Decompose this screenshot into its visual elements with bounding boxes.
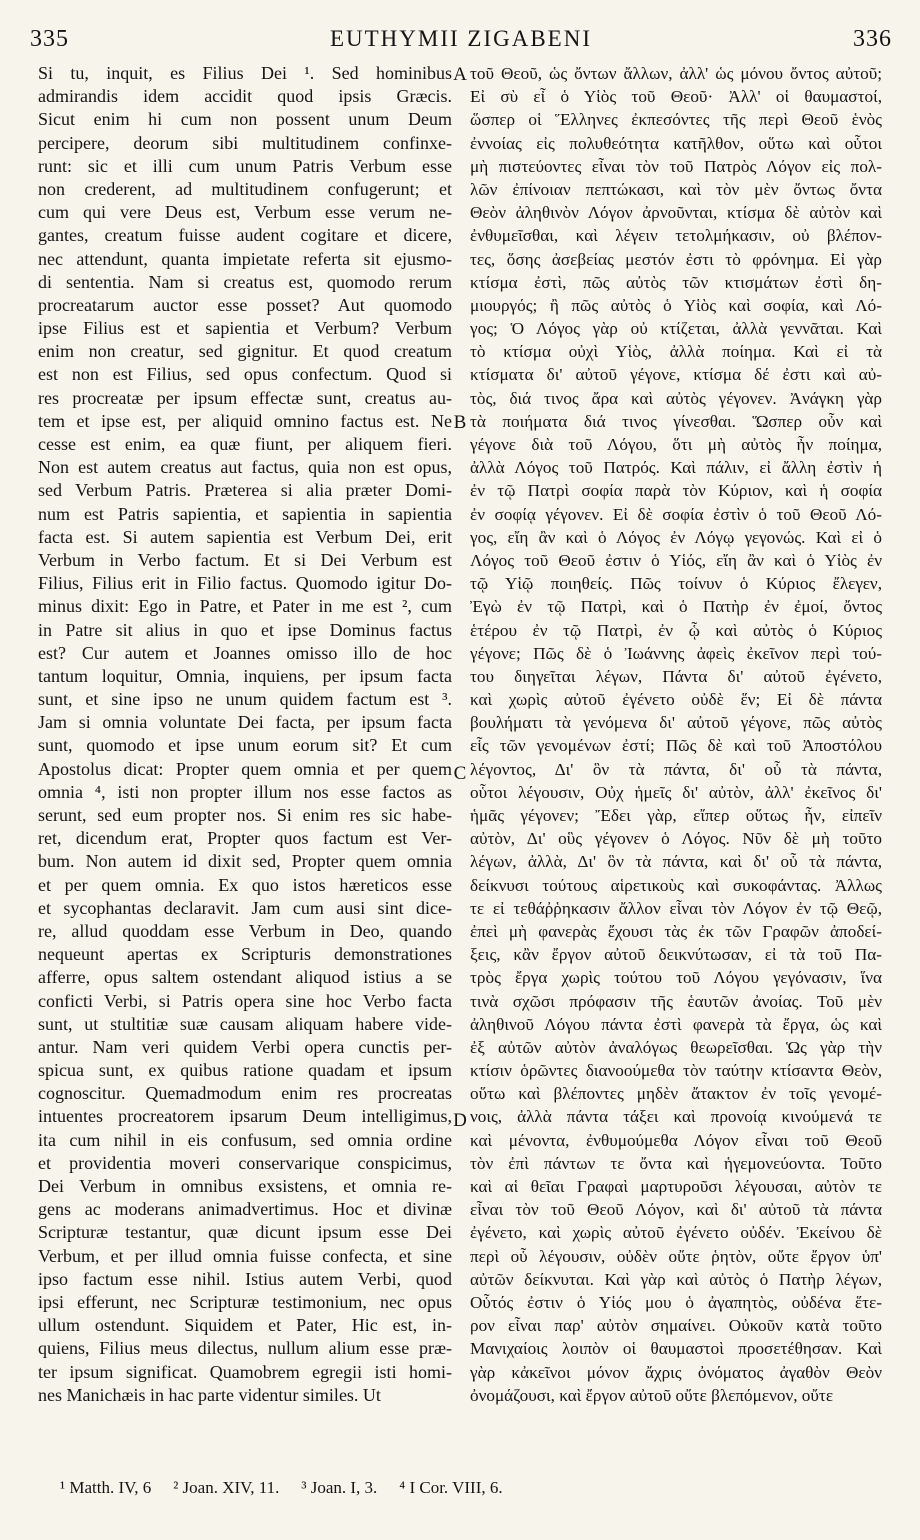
latin-text-line: sed Verbum Patris. Præterea si alia præter Domi- xyxy=(38,480,452,501)
greek-column xyxy=(470,62,882,1407)
greek-text-line: ἐν σοφίᾳ γέγονεν. Εἰ δὲ σοφία ἐστὶν ὁ τοῦ Θεοῦ Λό- xyxy=(470,504,882,524)
latin-text-line: ita cum nihil in eis confusum, sed omnia ordine xyxy=(38,1129,452,1150)
latin-text-line: et sycophantas declaravit. Jam cum ausi sint dice- xyxy=(38,897,452,918)
latin-text-line: spicua sunt, ex quibus ratione quadam et ipsum xyxy=(38,1060,452,1081)
greek-text-line: ἐπεὶ μὴ φανερὰς ἔχουσι τὰς ἐκ τῶν Γραφῶν ἀποδεί- xyxy=(470,921,882,941)
latin-text-line: non crederent, ad multitudinem confugerunt; et xyxy=(38,178,452,199)
greek-text-line: Μανιχαίοις λοιπὸν οἱ θαυμαστοὶ προσετέθησαν. Καὶ xyxy=(470,1339,882,1359)
greek-text-line: αὐτῶν δείκνυται. Καὶ γὰρ καὶ αὐτὸς ὁ Πατὴρ λέγων, xyxy=(470,1269,882,1289)
greek-text-line: ξεις, κἂν ἔργον αὐτοῦ δεικνύτωσαν, εἰ τὰ τοῦ Πα- xyxy=(470,945,882,965)
greek-text-line: τῷ Υἱῷ ποιηθείς. Πῶς τοίνυν ὁ Κύριος ἔλεγεν, xyxy=(470,574,882,594)
latin-text-line: Verbum in Verbo factum. Et si Dei Verbum est xyxy=(38,549,452,570)
latin-text-line: quiens, Filius meus dilectus, nullum alium esse præ- xyxy=(38,1338,452,1359)
page-number-right: 336 xyxy=(852,25,892,52)
greek-text-line: καὶ αἱ θεῖαι Γραφαὶ μαρτυροῦσι λέγουσαι, αὐτὸν τε xyxy=(470,1177,882,1196)
latin-text-line: est non est Filius, sed opus confectum. Quod si xyxy=(38,364,452,385)
greek-text-line: κτίσματα δι' αὐτοῦ γέγονε, κτίσμα δέ ἐστι καὶ αὐ- xyxy=(470,365,882,385)
latin-text-line: enim non creatur, sed gignitur. Et quod creatum xyxy=(38,341,452,362)
greek-text-line: ὥσπερ οἱ Ἕλληνες ἐκπεσόντες τῆς περὶ Θεοῦ ἑνὸς xyxy=(470,110,882,130)
latin-text-line: gens ac moderans animadvertimus. Hoc et divinæ xyxy=(38,1199,452,1220)
greek-text-line: ρον εἶναι παρ' αὐτὸν σημαίνει. Οὐκοῦν κατὰ τοῦτο xyxy=(470,1316,882,1336)
latin-text-line: Sicut enim hi cum non possent unum Deum xyxy=(38,109,452,130)
latin-text-line: sunt, ut stultitiæ suæ causam aliquam habere vide- xyxy=(38,1013,452,1034)
footnotes xyxy=(60,1478,880,1498)
greek-text-line: γέγονε; Πῶς δὲ ὁ Ἰωάννης ἀφεὶς ἐκεῖνον περὶ τού- xyxy=(470,643,882,663)
greek-text-line: καὶ χωρὶς αὐτοῦ ἐγένετο οὐδὲ ἕν; Εἰ δὲ πάντα xyxy=(470,690,882,710)
greek-text-line: Ἐγὼ ἐν τῷ Πατρὶ, καὶ ὁ Πατὴρ ἐν ἐμοί, ὄντος xyxy=(470,597,882,617)
latin-text-line: cesse est enim, ea quæ fiunt, per aliquem fieri. xyxy=(38,434,452,454)
latin-text-line: re, allud quoddam esse Verbum in Deo, quando xyxy=(38,920,452,941)
latin-text-line: ipso factum esse nihil. Istius autem Verbi, quod xyxy=(38,1268,452,1289)
section-marker-a: A xyxy=(453,64,467,85)
latin-text-line: num est Patris sapientia, et sapientia in sapientia xyxy=(38,503,452,524)
greek-text-line: γος, εἴη ἂν καὶ ὁ Λόγος ἐν Λόγῳ γεγονώς. Καὶ εἰ ὁ xyxy=(470,527,882,547)
latin-text-line: runt: sic et illi cum unum Patris Verbum esse xyxy=(38,155,452,176)
greek-text-line: τε εἰ τεθάῤῥηκασιν ἄλλον εἶναι τὸν Λόγον ἐν τῷ Θεῷ, xyxy=(470,898,882,918)
greek-text-line: Εἰ σὺ εἶ ὁ Υἱὸς τοῦ Θεοῦ· Ἀλλ' οἱ θαυμαστοί, xyxy=(470,87,882,107)
greek-text-line: τὰ ποιήματα διά τινος γίνεσθαι. Ὥσπερ οὖν καὶ xyxy=(470,411,882,431)
running-title: EUTHYMII ZIGABENI xyxy=(329,26,593,51)
greek-text-line: ἐν τῷ Πατρὶ σοφία παρὰ τὸν Κύριον, καὶ ἡ σοφία xyxy=(470,481,882,501)
latin-text-line: est? Cur autem et Joannes omisso illo de hoc xyxy=(38,642,452,663)
greek-text-line: τοῦ Θεοῦ, ὡς ὄντων ἄλλων, ἀλλ' ὡς μόνου ὄντος αὐτοῦ; xyxy=(470,64,882,83)
latin-text-line: percipere, deorum sibi multitudinem confinxe- xyxy=(38,132,452,153)
page-number-left: 335 xyxy=(30,25,69,52)
greek-text-line: κτίσιν ὁρῶντες διανοούμεθα τὸν ταύτην κτίσαντα Θεὸν, xyxy=(470,1061,882,1081)
latin-text-line: serunt, sed eum propter nos. Si enim res sic habe- xyxy=(38,805,452,825)
greek-text-line: οὕτω καὶ βλέποντες μηδὲν ἄτακτον ἐν τοῖς γενομέ- xyxy=(470,1084,882,1104)
latin-text-line: procreatarum auctor esse posset? Aut quomodo xyxy=(38,294,452,315)
greek-text-line: ἐνθυμεῖσθαι, καὶ λέγειν τετολμήκασιν, οὐ βλέπον- xyxy=(470,226,882,246)
greek-text-line: δείκνυσι τούτους αἱρετικοὺς καὶ συκοφάντας. Ἀλλως xyxy=(470,875,882,895)
latin-text-line: ret, dicendum erat, Propter quos factum est Ver- xyxy=(38,828,452,849)
greek-text-line: ἐγένετο, καὶ χωρὶς αὐτοῦ ἐγένετο οὐδέν. Ἐκείνου δὲ xyxy=(470,1223,882,1243)
greek-text-line: κτίσμα ἐστὶ, πῶς αὐτὸς τῶν κτισμάτων ἐστὶ δη- xyxy=(470,272,882,292)
latin-text-line: res procreatæ per ipsum effectæ sunt, creatus au- xyxy=(38,387,452,408)
latin-text-line: Filius, Filius erit in Filio factus. Quomodo igitur Do- xyxy=(38,573,452,594)
latin-text-line: et per quem omnia. Ex quo istos hæreticos esse xyxy=(38,874,452,895)
latin-text-line: in Patre sit alius in quo et ipse Dominus factus xyxy=(38,619,452,640)
greek-text-line: τὸν ἐπὶ πάντων τε ὄντα καὶ ἡγεμονεύοντα. Τοῦτο xyxy=(470,1153,882,1173)
greek-text-line: γὰρ κἀκεῖνοι μόνον ἄχρις ὀνόματος ἀγαθὸν Θεὸν xyxy=(470,1362,882,1382)
greek-text-line: Λόγος τοῦ Θεοῦ ἐστιν ὁ Υἱός, εἴη ἂν καὶ ὁ Υἱὸς ἐν xyxy=(470,550,882,570)
greek-text-line: νοις, ἀλλὰ πάντα τάξει καὶ προνοίᾳ κινούμενά τε xyxy=(470,1107,882,1127)
latin-text-line: Scripturæ testantur, quæ dicunt ipsum esse Dei xyxy=(38,1222,452,1243)
latin-text-line: sunt, quomodo et ipse unum eorum sit? Et cum xyxy=(38,735,452,756)
latin-text-line: et providentia moveri conservarique conspicimus, xyxy=(38,1152,452,1173)
greek-text-line: ἑτέρου ἐν τῷ Πατρὶ, ἐν ᾧ καὶ αὐτὸς ὁ Κύριος xyxy=(470,620,882,640)
greek-text-line: εἷς τῶν γενομένων ἐστί; Πῶς δὲ καὶ τοῦ Ἀποστόλου xyxy=(470,736,882,756)
latin-text-line: Non est autem creatus aut factus, quia non est opus, xyxy=(38,457,452,478)
latin-text-line: Apostolus dicat: Propter quem omnia et per quem xyxy=(38,758,452,779)
greek-text-line: ὀνομάζουσι, καὶ ἔργον αὐτοῦ οὔτε βλεπόμενον, οὔτε xyxy=(470,1385,834,1405)
greek-text-line: ἀλλὰ Λόγος τοῦ Πατρός. Καὶ πάλιν, εἰ ἄλλη ἐστὶν ἡ xyxy=(470,458,882,478)
latin-text-line: ter ipsum significat. Quamobrem egregii isti homi- xyxy=(38,1361,452,1382)
latin-text-line: ipsi efferunt, nec Scripturæ testimonium, nec opus xyxy=(38,1291,452,1312)
greek-text-line: τὸ κτίσμα οὐχὶ Υἱὸς, ἀλλὰ ποίημα. Καὶ εἰ τὰ xyxy=(470,342,882,362)
greek-text-line: λῶν ἐπίνοιαν πεπτώκασι, καὶ τὸν μὲν ὄντως ὄντα xyxy=(470,179,882,199)
latin-text-line: tantum loquitur, Omnia, inquiens, per ipsum facta xyxy=(38,665,452,686)
latin-text-line: gantes, creatum fuisse audent cogitare et dicere, xyxy=(38,225,452,246)
latin-text-line: facta est. Si autem sapientia est Verbum Dei, erit xyxy=(38,526,452,547)
greek-text-line: ἀληθινοῦ Λόγου πάντα ἐστὶ φανερὰ τὰ ἔργα, ὡς καὶ xyxy=(470,1014,882,1034)
footnote: ⁴ I Cor. VIII, 6. xyxy=(399,1478,503,1497)
section-marker-c: C xyxy=(453,763,467,784)
latin-text-line: di sententia. Nam si creatus est, quomodo rerum xyxy=(38,271,452,292)
greek-text-line: εἶναι τὸν τοῦ Θεοῦ Λόγον, καὶ δι' αὐτοῦ τὰ πάντα xyxy=(470,1200,882,1220)
greek-text-line: λέγων, ἀλλὰ, Δι' ὃν τὰ πάντα, καὶ δι' οὗ τὰ πάντα, xyxy=(470,852,882,872)
greek-text-line: τινὰ σχῶσι πρόφασιν τῆς ἑαυτῶν ἀνοίας. Τοῦ μὲν xyxy=(470,991,882,1011)
greek-text-line: αὐτὸν, Δι' οὓς γέγονεν ὁ Λόγος. Νῦν δὲ μὴ τοῦτο xyxy=(470,829,882,849)
footnote: ² Joan. XIV, 11. xyxy=(173,1478,280,1497)
latin-column xyxy=(38,62,452,1407)
latin-text-line: antur. Nam veri quidem Verbi opera cunctis per- xyxy=(38,1036,452,1057)
latin-text-line: nes Manichæis in hac parte videntur similes. Ut xyxy=(38,1384,381,1405)
greek-text-line: καὶ μένοντα, ἐνθυμούμεθα Λόγον εἶναι τοῦ Θεοῦ xyxy=(470,1130,882,1150)
greek-text-line: Θεὸν ἀληθινὸν Λόγον ἀρνοῦνται, κτίσμα δὲ αὐτὸν καὶ xyxy=(470,203,882,223)
latin-text-line: Verbum, et per illud omnia fuisse confecta, et sine xyxy=(38,1245,452,1266)
latin-text-line: nec attendunt, quanta impietate referta sit ejusmo- xyxy=(38,248,452,269)
latin-text-line: Jam si omnia voluntate Dei facta, per ipsum facta xyxy=(38,712,452,733)
latin-text-line: ipse Filius est et sapientia et Verbum? Verbum xyxy=(38,318,452,339)
greek-text-line: ἡμᾶς γέγονεν; Ἔδει γὰρ, εἴπερ οὕτως ἦν, εἰπεῖν xyxy=(470,806,882,825)
latin-text-line: conficti Verbi, si Patris opera sine hoc Verbo facta xyxy=(38,990,452,1011)
greek-text-line: γος; Ὁ Λόγος γὰρ οὐ κτίζεται, ἀλλὰ γεννᾶται. Καὶ xyxy=(470,319,882,339)
footnote: ¹ Matth. IV, 6 xyxy=(60,1478,152,1497)
greek-text-line: τὸς, διά τινος ἄρα καὶ αὐτὸς γέγονεν. Ἀνάγκη γὰρ xyxy=(470,388,882,408)
greek-text-line: του διηγεῖται λέγων, Πάντα δι' αὐτοῦ ἐγένετο, xyxy=(470,666,882,686)
greek-text-line: λέγοντος, Δι' ὃν τὰ πάντα, δι' οὗ τὰ πάντα, xyxy=(470,759,882,779)
latin-text-line: afferre, opus saltem ostendant aliquod istius a se xyxy=(38,967,452,988)
latin-text-line: ullum ostendunt. Siquidem et Pater, Hic est, in- xyxy=(38,1315,452,1336)
page-header xyxy=(30,22,892,56)
greek-text-line: ἐξ αὐτῶν αὐτὸν ἀναλόγως θεωρεῖσθαι. Ὡς γὰρ τὴν xyxy=(470,1037,882,1057)
greek-text-line: βουλήματι τὰ γενόμενα δι' αὐτοῦ γέγονε, πῶς αὐτὸς xyxy=(470,713,882,733)
greek-text-line: τρὸς ἔργα χωρὶς τούτου τοῦ Λόγου γεγόνασιν, ἵνα xyxy=(470,968,882,988)
greek-text-line: μιουργός; ἢ πῶς αὐτὸς ὁ Υἱὸς καὶ σοφία, καὶ Λό- xyxy=(470,295,882,315)
latin-text-line: omnia ⁴, isti non propter illum nos esse factos as xyxy=(38,781,452,802)
latin-text-line: sunt, et sine ipso ne unum quidem factum est ³. xyxy=(38,689,452,710)
latin-text-line: cum qui vere Deus est, Verbum esse verum ne- xyxy=(38,202,452,223)
greek-text-line: Οὗτός ἐστιν ὁ Υἱός μου ὁ ἀγαπητὸς, οὐδένα ἕτε- xyxy=(470,1292,882,1312)
latin-text-line: tem et ipse est, per aliquid omnino factus est. Ne xyxy=(38,410,452,431)
latin-text-line: intuentes procreatorem ipsarum Deum intelligimus, xyxy=(38,1106,452,1127)
latin-text-line: nequeunt apertas ex Scripturis demonstrationes xyxy=(38,944,452,965)
latin-text-line: Dei Verbum in omnibus exsistens, et omnia re- xyxy=(38,1176,452,1196)
greek-text-line: ἐννοίας εἰς πολυθεότητα κατῆλθον, οὕτω καὶ οὗτοι xyxy=(470,133,882,153)
section-marker-b: B xyxy=(453,412,467,433)
latin-text-line: admirandis idem accidit quod ipsis Græcis. xyxy=(38,86,452,107)
greek-text-line: οὗτοι λέγουσιν, Οὐχ ἡμεῖς δι' αὐτὸν, ἀλλ' ἐκεῖνος δι' xyxy=(470,782,882,802)
latin-text-line: cognoscitur. Quemadmodum enim res procreatas xyxy=(38,1083,452,1104)
latin-text-line: Si tu, inquit, es Filius Dei ¹. Sed hominibus xyxy=(38,63,452,83)
section-marker-d: D xyxy=(453,1110,467,1131)
footnote: ³ Joan. I, 3. xyxy=(301,1478,378,1497)
latin-text-line: minus dixit: Ego in Patre, et Pater in me est ², cum xyxy=(38,596,452,617)
greek-text-line: γέγονε διὰ τοῦ Λόγου, ὅτι μὴ αὐτὸς ἦν ποίημα, xyxy=(470,435,882,454)
greek-text-line: μὴ πιστεύοντες εἶναι τὸν τοῦ Πατρὸς Λόγον εἰς πολ- xyxy=(470,156,882,176)
latin-text-line: bum. Non autem id dixit sed, Propter quem omnia xyxy=(38,851,452,872)
greek-text-line: τες, ὅσης ἀσεβείας μεστόν ἐστι τὸ φρόνημα. Εἰ γὰρ xyxy=(470,249,882,269)
greek-text-line: περὶ οὗ λέγουσιν, οὐδὲν οὔτε ῥητὸν, οὔτε ἔργον ὑπ' xyxy=(470,1246,882,1266)
